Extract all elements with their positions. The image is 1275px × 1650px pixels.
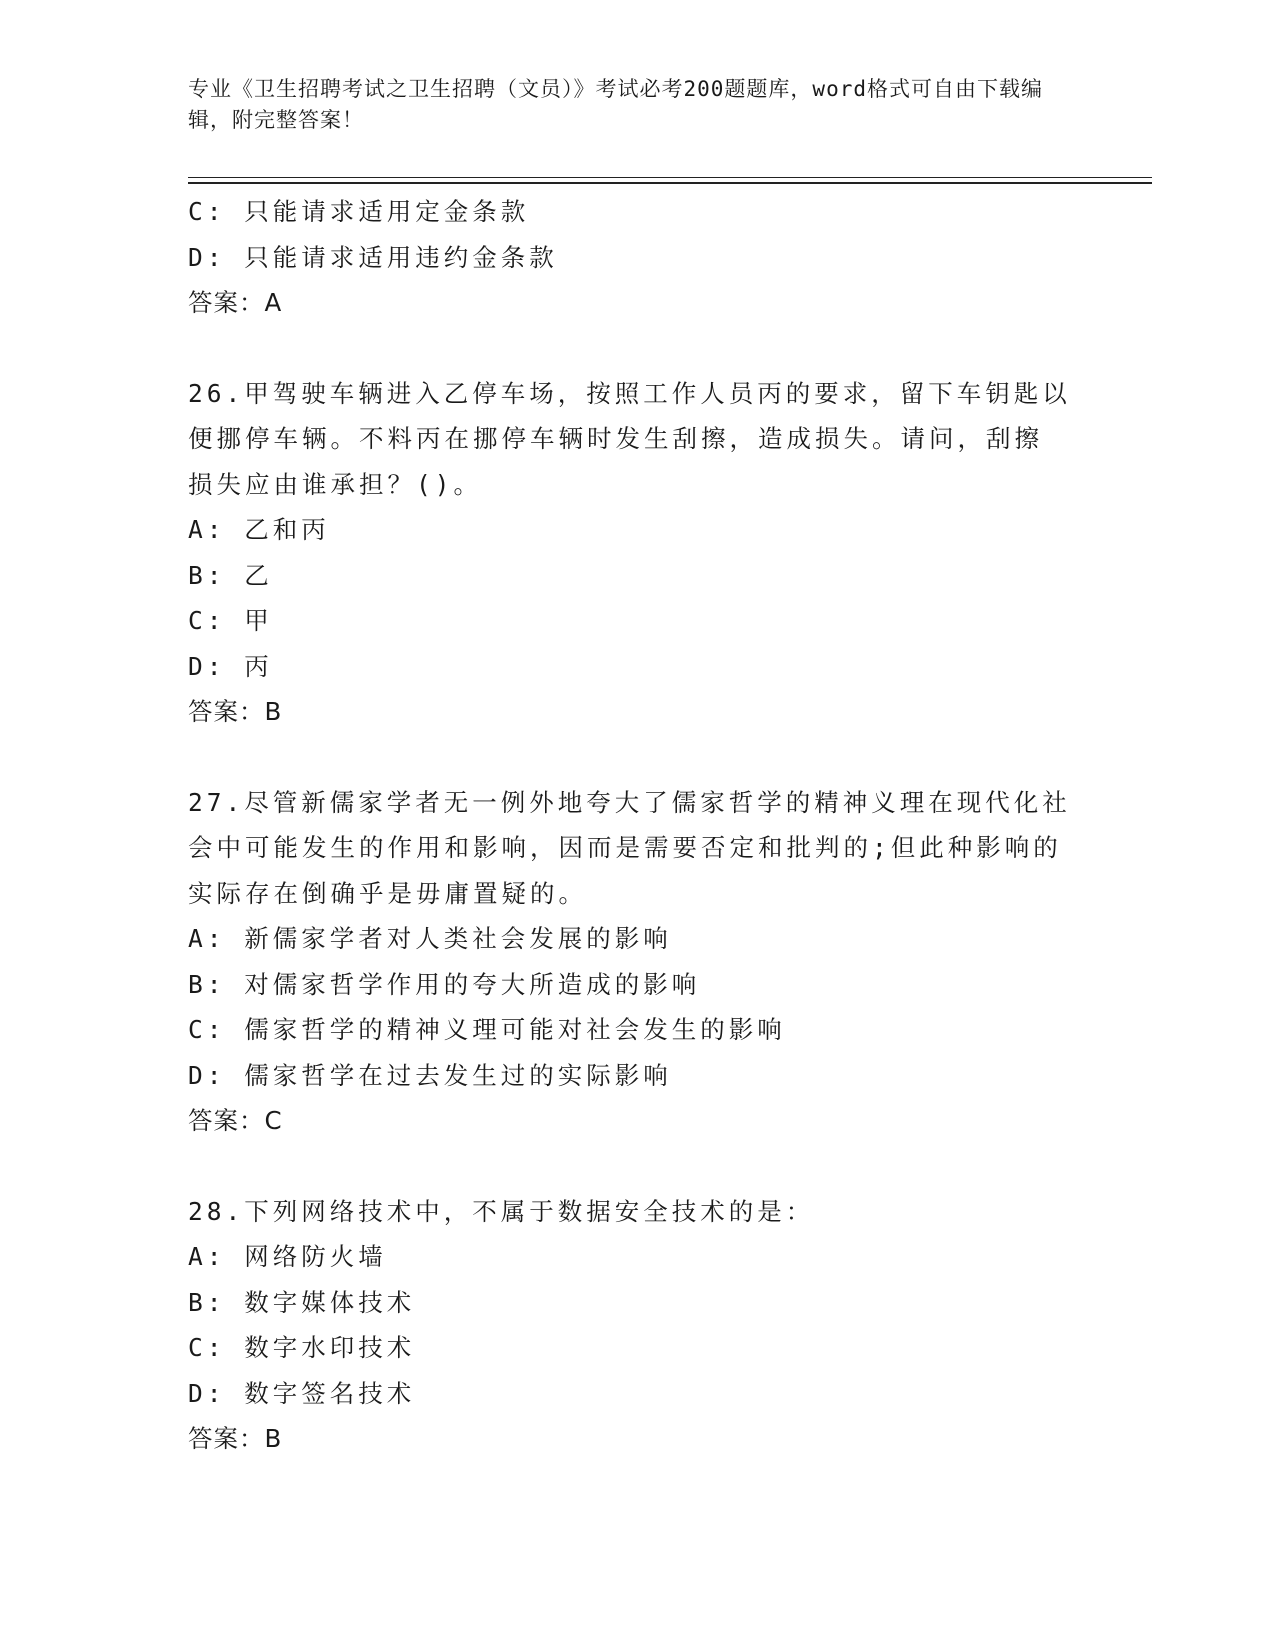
- question-text-line: 28.下列网络技术中，不属于数据安全技术的是：: [188, 1196, 815, 1226]
- question-text-line: 便挪停车辆。不料丙在挪停车辆时发生刮擦，造成损失。请问，刮擦: [188, 424, 1043, 453]
- answer-line: 答案：A: [188, 288, 284, 317]
- question-27: [188, 780, 1088, 1144]
- question-28: [188, 1189, 1088, 1462]
- option-c: C: 只能请求适用定金条款: [188, 197, 530, 226]
- option-d: D: 丙: [188, 651, 273, 681]
- question-fragment: [188, 189, 1088, 326]
- question-text-line: 会中可能发生的作用和影响，因而是需要否定和批判的;但此种影响的: [188, 833, 1062, 862]
- option-d: D: 只能请求适用违约金条款: [188, 242, 558, 272]
- option-a: A: 乙和丙: [188, 515, 330, 544]
- question-text-line: 27.尽管新儒家学者无一例外地夸大了儒家哲学的精神义理在现代化社: [188, 787, 1071, 817]
- answer-line: 答案：C: [188, 1106, 284, 1135]
- answer-line: 答案：B: [188, 697, 284, 726]
- option-a: A: 网络防火墙: [188, 1242, 387, 1271]
- option-d: D: 儒家哲学在过去发生过的实际影响: [188, 1060, 672, 1090]
- option-c: C: 儒家哲学的精神义理可能对社会发生的影响: [188, 1015, 786, 1044]
- question-text-line: 26.甲驾驶车辆进入乙停车场，按照工作人员丙的要求，留下车钥匙以: [188, 378, 1071, 408]
- option-d: D: 数字签名技术: [188, 1378, 416, 1408]
- question-list: [188, 189, 1088, 1462]
- option-b: B: 乙: [188, 560, 273, 590]
- option-b: B: 对儒家哲学作用的夸大所造成的影响: [188, 969, 701, 999]
- option-a: A: 新儒家学者对人类社会发展的影响: [188, 924, 672, 953]
- question-26: [188, 371, 1088, 735]
- answer-line: 答案：B: [188, 1424, 284, 1453]
- option-c: C: 甲: [188, 606, 273, 635]
- header-rule-thick: [188, 182, 1152, 184]
- option-b: B: 数字媒体技术: [188, 1287, 416, 1317]
- question-text-line: 损失应由谁承担？()。: [188, 469, 482, 499]
- option-c: C: 数字水印技术: [188, 1333, 416, 1362]
- header-rule-thin: [188, 177, 1152, 178]
- question-text-line: 实际存在倒确乎是毋庸置疑的。: [188, 878, 587, 908]
- document-header: 专业《卫生招聘考试之卫生招聘（文员）》考试必考200题题库，word格式可自由下载编辑，附完整答案！: [188, 77, 1043, 132]
